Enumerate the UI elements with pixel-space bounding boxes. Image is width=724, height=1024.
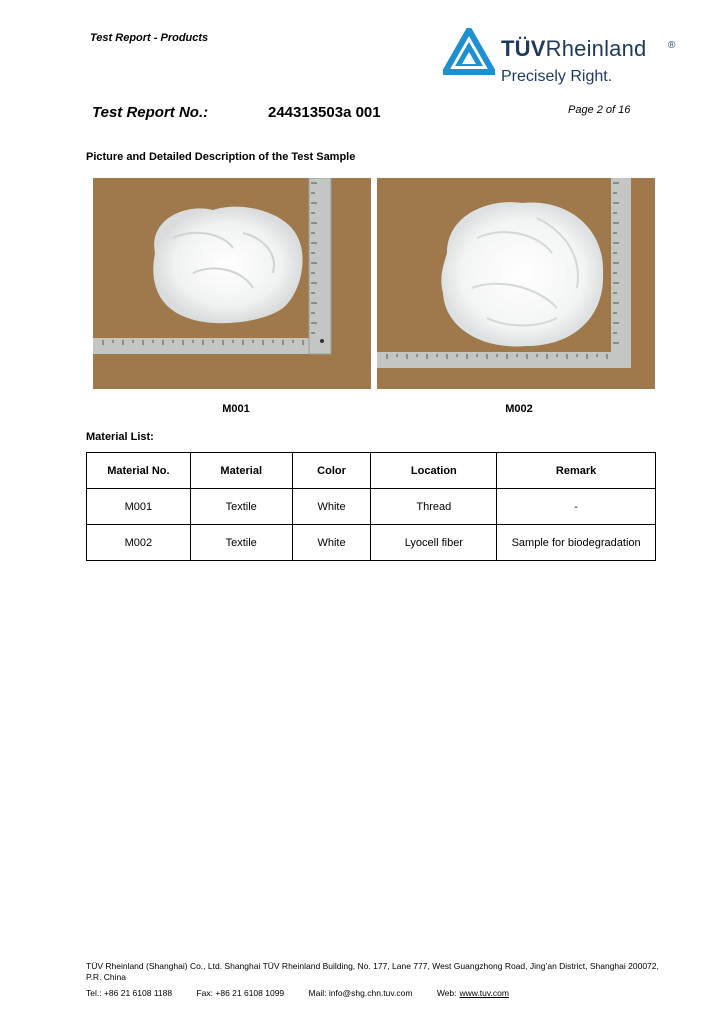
section-title: Picture and Detailed Description of the Test Sample — [86, 151, 356, 163]
footer-address: TÜV Rheinland (Shanghai) Co., Ltd. Shanghai TÜV Rheinland Building, No. 177, Lane 777, West Guangzhong Road, Jing’an District, Shanghai 200072, P.R. China — [86, 961, 659, 982]
cell-color: White — [292, 489, 371, 525]
footer-fax: Fax: +86 21 6108 1099 — [196, 988, 285, 998]
cell-material: Textile — [190, 489, 292, 525]
footer-web-label: Web: — [436, 988, 457, 998]
column-header: Color — [292, 453, 371, 489]
footer-tel: Tel.: +86 21 6108 1188 — [86, 988, 173, 998]
column-header: Location — [371, 453, 497, 489]
page-number: Page 2 of 16 — [568, 104, 631, 116]
table-row — [87, 525, 656, 561]
report-number-label: Test Report No.: — [92, 104, 209, 121]
cell-material-no: M001 — [87, 489, 191, 525]
table-header-row — [87, 453, 656, 489]
sample-photo-m001 — [93, 178, 371, 389]
cell-remark: - — [497, 489, 656, 525]
cell-location: Thread — [371, 489, 497, 525]
material-table — [86, 452, 656, 561]
material-list-title: Material List: — [86, 431, 154, 443]
cell-color: White — [292, 525, 371, 561]
cell-material: Textile — [190, 525, 292, 561]
table-row — [87, 489, 656, 525]
tuv-logo — [443, 26, 683, 90]
footer-contacts — [86, 988, 531, 998]
footer-web-link[interactable]: www.tuv.com — [459, 988, 509, 998]
column-header: Material No. — [87, 453, 191, 489]
column-header: Material — [190, 453, 292, 489]
brand-name: TÜVRheinland — [501, 36, 647, 61]
sample-caption-m002: M002 — [505, 403, 533, 415]
footer-mail: Mail: info@shg.chn.tuv.com — [308, 988, 413, 998]
sample-caption-m001: M001 — [222, 403, 250, 415]
tuv-triangle-icon — [443, 28, 495, 76]
sample-photo-m002 — [377, 178, 655, 389]
cell-material-no: M002 — [87, 525, 191, 561]
brand-tagline: Precisely Right. — [501, 68, 613, 85]
document-type: Test Report - Products — [90, 32, 209, 44]
cell-location: Lyocell fiber — [371, 525, 497, 561]
report-number: 244313503a 001 — [268, 104, 381, 121]
footer-web — [437, 988, 509, 998]
cell-remark: Sample for biodegradation — [497, 525, 656, 561]
registered-mark: ® — [668, 40, 676, 51]
column-header: Remark — [497, 453, 656, 489]
